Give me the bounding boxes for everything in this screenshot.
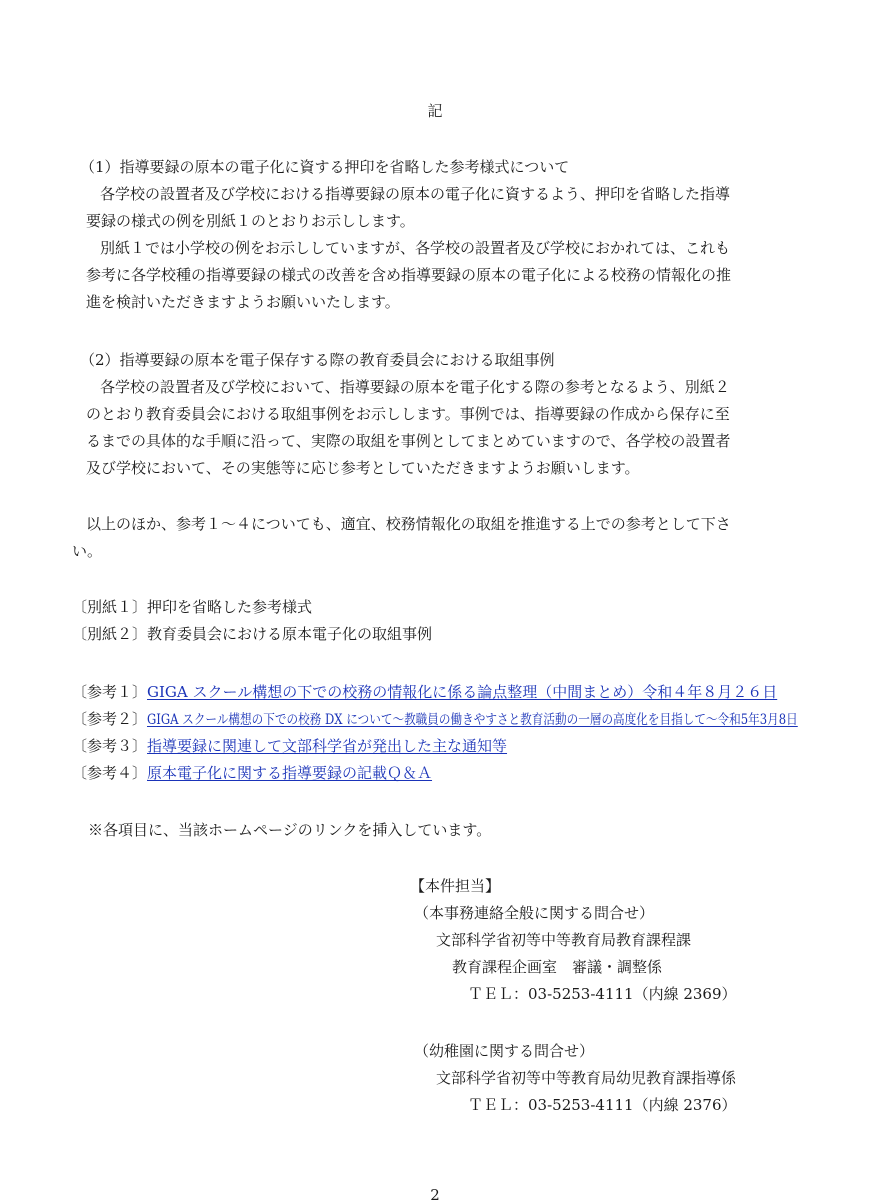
reference-item xyxy=(72,763,432,783)
section2-line: 及び学校において、その実態等に応じ参考としていただきますようお願いします。 xyxy=(86,459,640,477)
section1-line: 進を検討いただきますようお願いいたします。 xyxy=(86,293,400,311)
closing-line: 以上のほか、参考１～４についても、適宜、校務情報化の取組を推進する上での参考として下さ xyxy=(86,515,731,533)
contact-group2-dept: 文部科学省初等中等教育局幼児教育課指導係 xyxy=(436,1069,737,1087)
heading-ki: 記 xyxy=(427,102,443,120)
reference-link-3[interactable]: 指導要録に関連して文部科学省が発出した主な通知等 xyxy=(147,737,508,755)
reference-item xyxy=(72,709,870,730)
contact-group1-office: 教育課程企画室 審議・調整係 xyxy=(452,958,663,976)
reference-label: 〔参考３〕 xyxy=(72,737,148,755)
attachment-text: 押印を省略した参考様式 xyxy=(147,598,313,616)
section1-line: 参考に各学校種の指導要録の様式の改善を含め指導要録の原本の電子化による校務の情報化の推 xyxy=(86,266,732,284)
reference-item xyxy=(72,736,507,756)
closing-line: い。 xyxy=(72,542,103,560)
section1-line: 要録の様式の例を別紙１のとおりお示しします。 xyxy=(86,212,415,230)
section1-title: （1）指導要録の原本の電子化に資する押印を省略した参考様式について xyxy=(80,158,570,176)
attachment-item xyxy=(72,597,312,617)
note-text: ※各項目に、当該ホームページのリンクを挿入しています。 xyxy=(88,821,492,839)
attachment-text: 教育委員会における原本電子化の取組事例 xyxy=(147,625,433,643)
contact-title: 【本件担当】 xyxy=(410,877,501,895)
contact-group2-heading: （幼稚園に関する問合せ） xyxy=(414,1042,595,1060)
section1-line: 別紙１では小学校の例をお示ししていますが、各学校の設置者及び学校におかれては、これも xyxy=(100,239,731,257)
reference-label: 〔参考２〕 xyxy=(72,710,148,728)
reference-label: 〔参考４〕 xyxy=(72,764,148,782)
attachment-item xyxy=(72,624,432,644)
reference-label: 〔参考１〕 xyxy=(72,683,148,701)
attachment-label: 〔別紙２〕 xyxy=(72,625,148,643)
contact-group1-dept: 文部科学省初等中等教育局教育課程課 xyxy=(436,931,692,949)
reference-link-1[interactable]: GIGA スクール構想の下での校務の情報化に係る論点整理（中間まとめ）令和４年８月２６日 xyxy=(147,683,778,701)
page-number: 2 xyxy=(430,1186,440,1204)
contact-group1-heading: （本事務連絡全般に関する問合せ） xyxy=(414,904,655,922)
section2-line: のとおり教育委員会における取組事例をお示しします。事例では、指導要録の作成から保存に至 xyxy=(86,405,730,423)
reference-link-2[interactable]: GIGA スクール構想の下での校務 DX について～教職員の働きやすさと教育活動の一層の高度化を目指して～令和5年3月8日 xyxy=(147,712,798,728)
reference-item xyxy=(72,682,777,702)
section2-line: 各学校の設置者及び学校において、指導要録の原本を電子化する際の参考となるよう、別紙２ xyxy=(100,378,730,396)
contact-group2-tel: ＴＥＬ：03-5253-4111（内線 2376） xyxy=(468,1096,737,1114)
section2-line: るまでの具体的な手順に沿って、実際の取組を事例としてまとめていますので、各学校の設置者 xyxy=(86,432,731,450)
section1-line: 各学校の設置者及び学校における指導要録の原本の電子化に資するよう、押印を省略した指導 xyxy=(100,185,731,203)
section2-title: （2）指導要録の原本を電子保存する際の教育委員会における取組事例 xyxy=(80,351,555,369)
contact-group1-tel: ＴＥＬ：03-5253-4111（内線 2369） xyxy=(468,985,737,1003)
attachment-label: 〔別紙１〕 xyxy=(72,598,148,616)
reference-link-4[interactable]: 原本電子化に関する指導要録の記載Ｑ＆Ａ xyxy=(147,764,433,782)
